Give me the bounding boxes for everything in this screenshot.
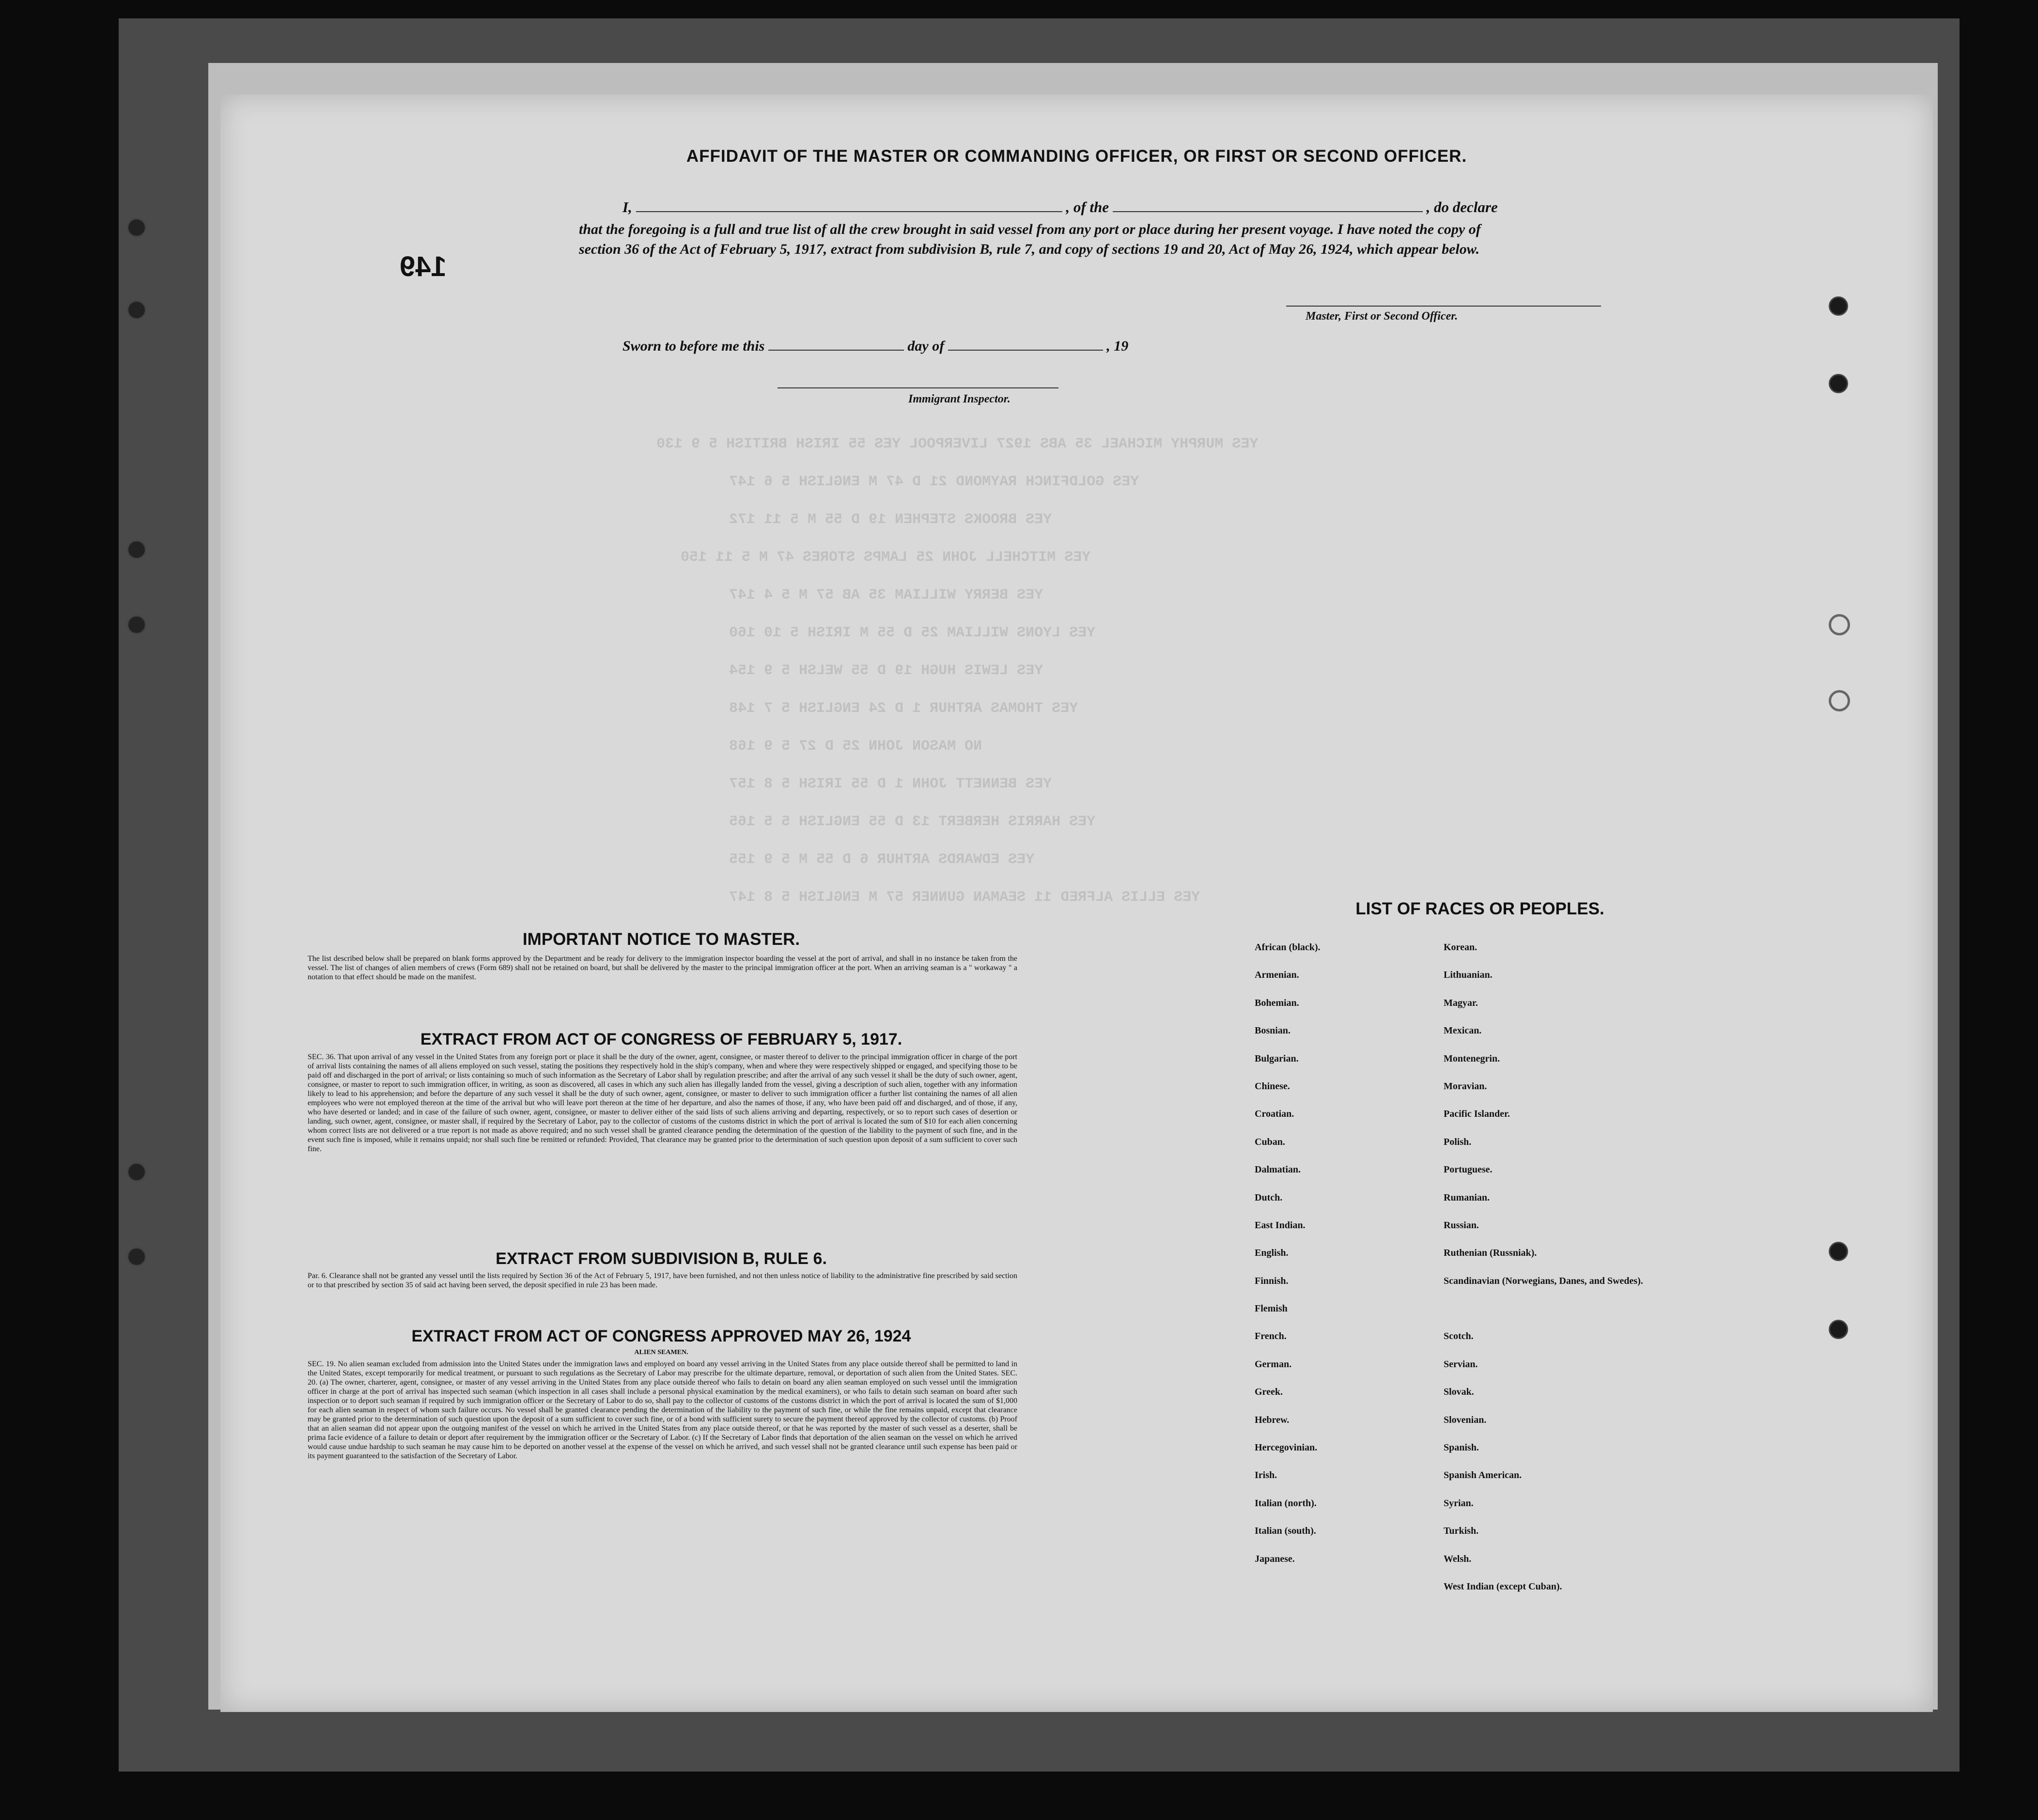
bleed-through-row: YES ELLIS ALFRED 11 SEAMAN GUNNER 57 M ENGLISH 5 8 147 [729,889,1200,906]
sheet-number: 149 [400,251,447,282]
race-item: East Indian. [1255,1219,1306,1231]
race-item: Slovak. [1444,1387,1474,1398]
race-item: Croatian. [1255,1109,1294,1120]
bleed-through-row: YES THOMAS ARTHUR 1 D 24 ENGLISH 5 7 148 [729,700,1078,717]
binder-hole [127,1247,146,1266]
notice-title: IMPORTANT NOTICE TO MASTER. [522,930,800,949]
binder-hole [1829,1320,1848,1339]
extract-1924-title: EXTRACT FROM ACT OF CONGRESS APPROVED MAY 26, 1924 [411,1327,911,1345]
races-column-2 [1444,942,1643,1609]
race-item: Lithuanian. [1444,970,1493,981]
extract-1917-text: SEC. 36. That upon arrival of any vessel in the United States from any foreign port or place it shall be the duty of the owner, agent, consignee, or master thereof to deliver to the principal immigration officer in charge of the port of arrival lists containing the names of all aliens employed on such vessel, stating the positions they respectively hold in the ship's company, when and where they were respectively shipped or engaged, and specifying those to be paid off and discharged in the port of arrival; or lists containing so much of such information as the Secretary of Labor shall by regulation prescribe; and after the arrival of any such vessel it shall be the duty of such owner, agent, consignee, or master to report to such immigration officer, in writing, as soon as discovered, all cases in which any such alien has illegally landed from the vessel, giving a description of such alien, together with any information likely to lead to his apprehension; and before the departure of any such vessel it shall be the duty of such owner, agent, consignee, or master to deliver to such immigration officer a further list containing the names of all alien employees who were not employed thereon at the time of the arrival but who will leave port thereon at the time of her departure, and also the names of those, if any, who have been paid off and discharged, and of those, if any, who have deserted or landed; and in case of the failure of such owner, agent, consignee, or master to deliver either of the said lists of such aliens arriving and departing, respectively, or so to report such cases of desertion or landing, such owner, agent, consignee, or master shall, if required by the Secretary of Labor, pay to the collector of customs of the customs district in which the port of arrival is located the sum of $10 for each alien concerning whom correct lists are not delivered or a true report is not made as above required; and no such vessel shall be granted clearance pending the determination of the question of the liability to the payment of such fine, and in the event such fine is imposed, while it remains unpaid; nor shall such fine be remitted or refunded: Provided, That clearance may be granted prior to the determination of such question upon deposit of a sum sufficient to cover such fine. [308,1053,1017,1153]
sworn-day-blank [768,350,904,351]
race-item: Mexican. [1444,1025,1482,1036]
race-item: African (black). [1255,942,1321,953]
race-item: West Indian (except Cuban). [1444,1581,1562,1592]
bleed-through-row: YES EDWARDS ARTHUR 6 D 55 M 5 9 155 [729,851,1035,868]
race-item: Italian (south). [1255,1526,1316,1537]
race-item: Cuban. [1255,1136,1285,1147]
race-item: German. [1255,1358,1292,1370]
bleed-through-row: YES LYONS WILLIAM 25 D 55 M IRISH 5 10 160 [729,625,1096,641]
sworn-year-label: , 19 [1106,338,1129,354]
binder-hole [1829,614,1850,635]
binder-hole [127,1162,146,1182]
bleed-through-row: YES BERRY WILLIAM 35 AB 57 M 5 4 147 [729,587,1043,603]
bleed-through-row: NO MASON JOHN 25 D 27 5 9 168 [729,738,982,755]
notice-text: The list described below shall be prepared on blank forms approved by the Department and be ready for delivery to the immigration inspector boarding the vessel at the port of arrival, and shall in no instance be taken from the vessel. The list of changes of alien members of crews (Form 689) shall not be retained on board, but shall be delivered by the master to the principal immigration officer at the port. When an arriving seaman is a " workaway " a notation to that effect should be made on the manifest. [308,955,1017,981]
extract-rule6-title: EXTRACT FROM SUBDIVISION B, RULE 6. [496,1249,827,1268]
race-item: Russian. [1444,1219,1479,1231]
race-item: Servian. [1444,1358,1478,1370]
binder-hole [127,300,146,320]
race-item: Dalmatian. [1255,1164,1301,1175]
bleed-through-row: YES BENNETT JOHN 1 D 55 IRISH 5 8 157 [729,776,1052,792]
binder-hole [1829,374,1848,393]
race-item: Bosnian. [1255,1025,1291,1036]
race-item: Finnish. [1255,1275,1289,1286]
bleed-through-row: YES MURPHY MICHAEL 35 ABS 1927 LIVERPOOL YES 55 IRISH BRITISH 5 9 130 [656,436,1259,452]
sworn-prefix: Sworn to before me this [622,338,765,354]
race-item: Turkish. [1444,1526,1479,1537]
bleed-through-row: YES LEWIS HUGH 19 D 55 WELSH 5 9 154 [729,663,1043,679]
race-item: Magyar. [1444,997,1478,1008]
race-item: Hebrew. [1255,1414,1290,1425]
race-item: Polish. [1444,1136,1472,1147]
race-item: Hercegovinian. [1255,1442,1318,1453]
race-item: Welsh. [1444,1553,1472,1564]
master-name-blank [636,211,1062,212]
race-item: Rumanian. [1444,1192,1490,1203]
races-column-1 [1255,942,1395,1581]
declaration-vessel-label: , of the [1066,199,1109,216]
binder-hole [1829,296,1848,316]
declaration-line [622,199,1498,216]
extract-1924-text: SEC. 19. No alien seaman excluded from admission into the United States under the immigration laws and employed on board any vessel arriving in the United States from any place outside thereof shall be permitted to land in the United States, except temporarily for medical treatment, or pursuant to such regulations as the Secretary of Labor may prescribe for the ultimate departure, removal, or deportation of such alien from the United States. SEC. 20. (a) The owner, charterer, agent, consignee, or master of any vessel arriving in the United States from any place outside thereof who fails to detain on board any alien seaman employed on such vessel until the immigration officer in charge at the port of arrival has inspected such seaman (which inspection in all cases shall include a personal physical examination by the medical examiners), or who fails to detain such seaman on board after such inspection or to deport such seaman if required by such immigration officer or the Secretary of Labor to do so, shall pay to the collector of customs of the customs district in which the port of arrival is located the sum of $1,000 for each alien seaman in respect of whom such failure occurs. No vessel shall be granted clearance pending the determination of the liability to the payment of such fine, or while the fine remains unpaid, except that clearance may be granted prior to the determination of such question upon the deposit of a sum sufficient to cover such fine, or of a bond with sufficient surety to secure the payment thereof approved by the collector of customs. (b) Proof that an alien seaman did not appear upon the outgoing manifest of the vessel on which he arrived in the United States from any place outside thereof, or that he was reported by the master of such vessel as a deserter, shall be prima facie evidence of a failure to detain or deport after requirement by the immigration officer or the Secretary of Labor. (c) If the Secretary of Labor finds that deportation of the alien seaman on the vessel on which he arrived would cause undue hardship to such seaman he may cause him to be deported on another vessel at the expense of the vessel on which he arrived, and such vessel shall not be granted clearance until such expense has been paid or its payment guaranteed to the satisfaction of the Secretary of Labor. [308,1360,1017,1460]
race-item: Dutch. [1255,1192,1283,1203]
sworn-line [622,338,1128,355]
race-item: French. [1255,1331,1287,1342]
race-item: Armenian. [1255,970,1299,981]
binder-hole [1829,1242,1848,1261]
bleed-through-row: YES GOLDFINCH RAYMOND 21 D 47 M ENGLISH 5 6 147 [729,474,1139,490]
affidavit-body: that the foregoing is a full and true list of all the crew brought in said vessel from any port or place during her present voyage. I have noted the copy of section 36 of the Act of February 5, 1917, extract from subdivision B, rule 7, and copy of sections 19 and 20, Act of May 26, 1924, which appear below. [579,221,1481,257]
race-item: Japanese. [1255,1553,1295,1564]
affidavit-title: AFFIDAVIT OF THE MASTER OR COMMANDING OFFICER, OR FIRST OR SECOND OFFICER. [686,147,1467,166]
race-item: Montenegrin. [1444,1053,1500,1064]
signature-line [1286,306,1601,307]
race-item: Ruthenian (Russniak). [1444,1248,1537,1259]
manifest-page [220,94,1933,1712]
race-item: Korean. [1444,942,1478,953]
race-item: Scandinavian (Norwegians, Danes, and Swedes). [1444,1275,1643,1286]
race-item: Pacific Islander. [1444,1109,1510,1120]
race-item: Scotch. [1444,1331,1474,1342]
declaration-suffix: , do declare [1426,199,1498,216]
race-item: Spanish. [1444,1442,1479,1453]
extract-rule6-text: Par. 6. Clearance shall not be granted any vessel until the lists required by Section 36 of the Act of February 5, 1917, have been furnished, and not then unless notice of liability to the administrative fine prescribed by said section or to that prescribed by section 35 of said act having been served, the deposit specified in rule 23 has been made. [308,1272,1017,1289]
inspector-caption: Immigrant Inspector. [908,393,1011,405]
signature-caption: Master, First or Second Officer. [1306,310,1458,323]
race-item: Flemish [1255,1303,1288,1314]
race-item: Slovenian. [1444,1414,1487,1425]
race-item: Portuguese. [1444,1164,1493,1175]
race-item: Bohemian. [1255,997,1299,1008]
race-item: English. [1255,1248,1289,1259]
race-item: Syrian. [1444,1497,1474,1509]
extract-1924-subtitle: ALIEN SEAMEN. [634,1349,688,1356]
binder-hole [127,615,146,634]
inspector-signature-line [778,387,1058,388]
binder-hole [127,218,146,237]
race-item: Greek. [1255,1387,1283,1398]
bleed-through-row: YES BROOKS STEPHEN 19 D 55 M 5 11 172 [729,511,1052,528]
race-item: Moravian. [1444,1080,1487,1092]
sworn-day-label: day of [907,338,945,354]
sworn-month-blank [948,350,1103,351]
race-item: Irish. [1255,1470,1277,1481]
races-title: LIST OF RACES OR PEOPLES. [1355,899,1604,918]
race-item: Spanish American. [1444,1470,1522,1481]
race-item: Chinese. [1255,1080,1290,1092]
bleed-through-row: YES MITCHELL JOHN 25 LAMPS STORES 47 M 5 11 150 [681,549,1091,566]
extract-1917-title: EXTRACT FROM ACT OF CONGRESS OF FEBRUARY 5, 1917. [420,1030,902,1049]
vessel-name-blank [1113,211,1423,212]
declaration-prefix: I, [622,199,632,216]
binder-hole [127,540,146,559]
race-item: Bulgarian. [1255,1053,1299,1064]
race-item: Italian (north). [1255,1497,1317,1509]
bleed-through-row: YES HARRIS HERBERT 13 D 55 ENGLISH 5 5 165 [729,814,1096,830]
binder-hole [1829,690,1850,711]
